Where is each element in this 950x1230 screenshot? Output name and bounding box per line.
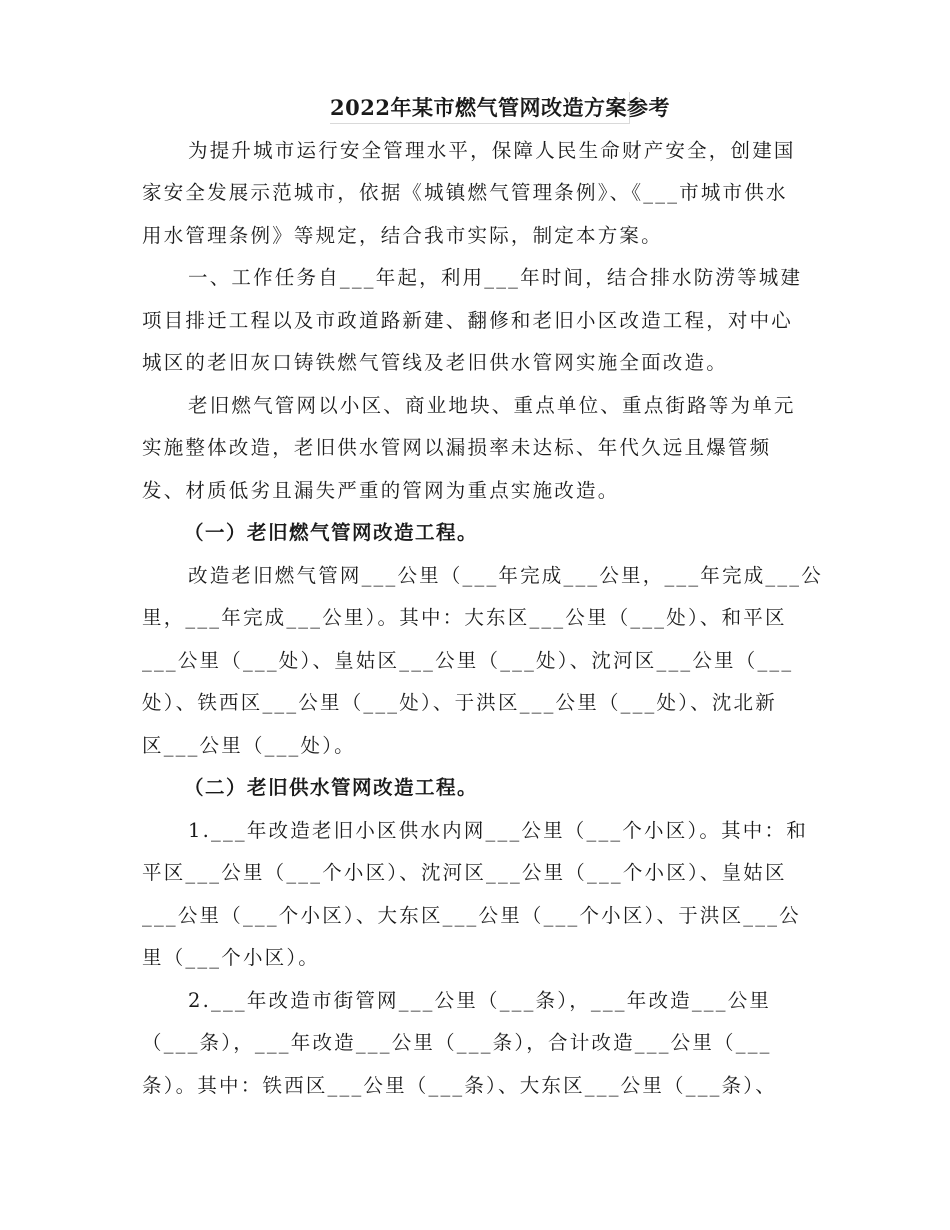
paragraph-line: 平区___公里（___个小区）、沈河区___公里（___个小区）、皇姑区 [142, 861, 787, 884]
paragraph-line: 城区的老旧灰口铸铁燃气管线及老旧供水管网实施全面改造。 [142, 351, 728, 374]
paragraph-line: ___公里（___个小区）、大东区___公里（___个小区）、于洪区___公 [142, 904, 801, 927]
paragraph-line: 2.___年改造市街管网___公里（___条），___年改造___公里 [188, 989, 772, 1012]
paragraph-line: 项目排迁工程以及市政道路新建、翻修和老旧小区改造工程，对中心 [142, 309, 794, 332]
section-heading: （二）老旧供水管网改造工程。 [184, 776, 479, 799]
paragraph-line: ___公里（___处）、皇姑区___公里（___处）、沈河区___公里（___ [142, 649, 794, 672]
paragraph-line: 为提升城市运行安全管理水平，保障人民生命财产安全，创建国 [188, 139, 796, 162]
paragraph-line: 改造老旧燃气管网___公里（___年完成___公里，___年完成___公 [188, 564, 823, 587]
paragraph-line: 里，___年完成___公里）。其中：大东区___公里（___处）、和平区 [142, 606, 787, 629]
paragraph-line: 处）、铁西区___公里（___处）、于洪区___公里（___处）、沈北新 [142, 691, 777, 714]
paragraph-line: 用水管理条例》等规定，结合我市实际，制定本方案。 [142, 224, 663, 247]
document-title: 2022年某市燃气管网改造方案参考 [330, 92, 630, 124]
section-heading: （一）老旧燃气管网改造工程。 [184, 521, 479, 544]
paragraph-line: 一、工作任务自___年起，利用___年时间，结合排水防涝等城建 [188, 266, 803, 289]
paragraph-line: 1.___年改造老旧小区供水内网___公里（___个小区）。其中：和 [188, 819, 808, 842]
paragraph-line: （___条），___年改造___公里（___条），合计改造___公里（___ [142, 1031, 772, 1054]
paragraph-line: 里（___个小区）。 [142, 946, 321, 969]
paragraph-line: 家安全发展示范城市，依据《城镇燃气管理条例》、《___市城市供水 [142, 181, 788, 204]
paragraph-line: 发、材质低劣且漏失严重的管网为重点实施改造。 [142, 479, 620, 502]
paragraph-line: 实施整体改造，老旧供水管网以漏损率未达标、年代久远且爆管频 [142, 436, 772, 459]
paragraph-line: 老旧燃气管网以小区、商业地块、重点单位、重点街路等为单元 [188, 394, 796, 417]
paragraph-line: 区___公里（___处）。 [142, 734, 356, 757]
paragraph-line: 条）。其中：铁西区___公里（___条）、大东区___公里（___条）、 [142, 1074, 777, 1097]
